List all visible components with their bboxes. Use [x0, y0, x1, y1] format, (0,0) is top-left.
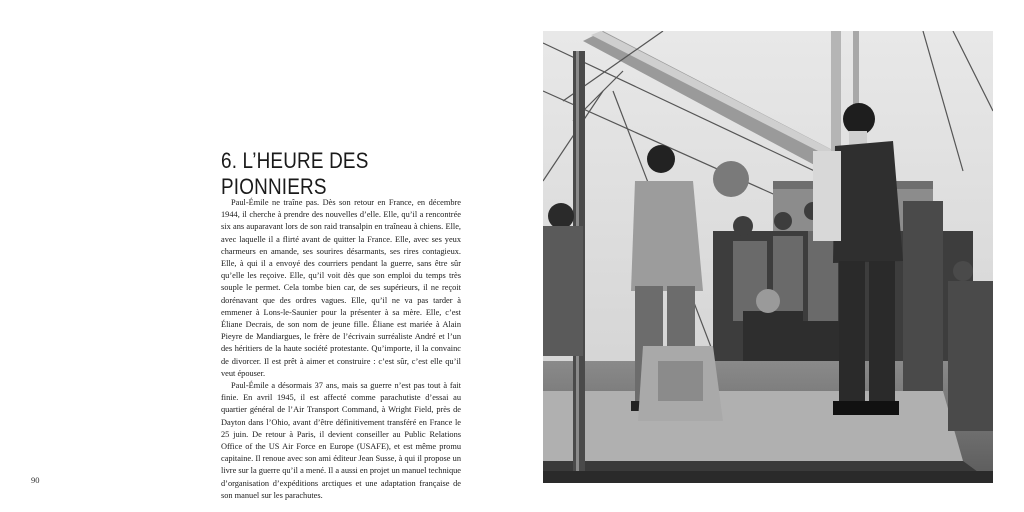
- body-text: [221, 197, 461, 502]
- photo-illustration: [543, 31, 993, 483]
- page-number: 90: [31, 475, 40, 485]
- paragraph: Paul-Émile a désormais 37 ans, mais sa guerre n’est pas tout à fait finie. En avril 1945, il est affecté comme parachutiste d’essai au quartier général de l’Air Transport Command, à Wright Field, près de Dayton dans l’Ohio, avant d’être définitivement transféré en France le 25 juin. De retour à Paris, il devient conseiller au Public Relations Office of the US Air Force en Europe (USAFE), et est même promu capitaine. Il renoue avec son ami éditeur Jean Susse, à qui il propose un livre sur la guerre qu’il a mené. Il a aussi en projet un manuel technique d’organisation d’expéditions arctiques et une adaptation française de son manuel sur les parachutes.: [221, 381, 461, 500]
- chapter-title: 6. L’HEURE DES PIONNIERS: [221, 148, 369, 199]
- black-and-white-photograph: [543, 31, 993, 483]
- paragraph: Paul-Émile ne traîne pas. Dès son retour en France, en décembre 1944, il cherche à prendre des nouvelles d’elle. Elle, qu’il a rencontrée six ans auparavant lors de son raid transalpin en traîneau à chiens. Elle, avec laquelle il a flirté avant de quitter la France. Elle, avec ses yeux charmeurs en amande, ses sourires désarmants, ses rires contagieux. Elle, à qui il a envoyé des courriers pendant la guerre, sans être sûr qu’elle les reçoive. Elle, qu’il voit dès que son emploi du temps très souple le permet. Cela tombe bien car, de ses supérieurs, il ne reçoit dorénavant que des ordres vagues. Elle, qu’il ne va pas tarder à emmener à Lons-le-Saunier pour la présenter à sa mère. Elle, c’est Éliane Decrais, de son nom de jeune fille. Éliane est mariée à Alain Pieyre de Mandiargues, le frère de l’écrivain surréaliste André et l’un des héritiers de la haute société protestante. Qu’importe, il la convainc de divorcer. Il est prêt à aimer et construire : c’est sûr, c’est elle qu’il veut épouser.: [221, 198, 461, 378]
